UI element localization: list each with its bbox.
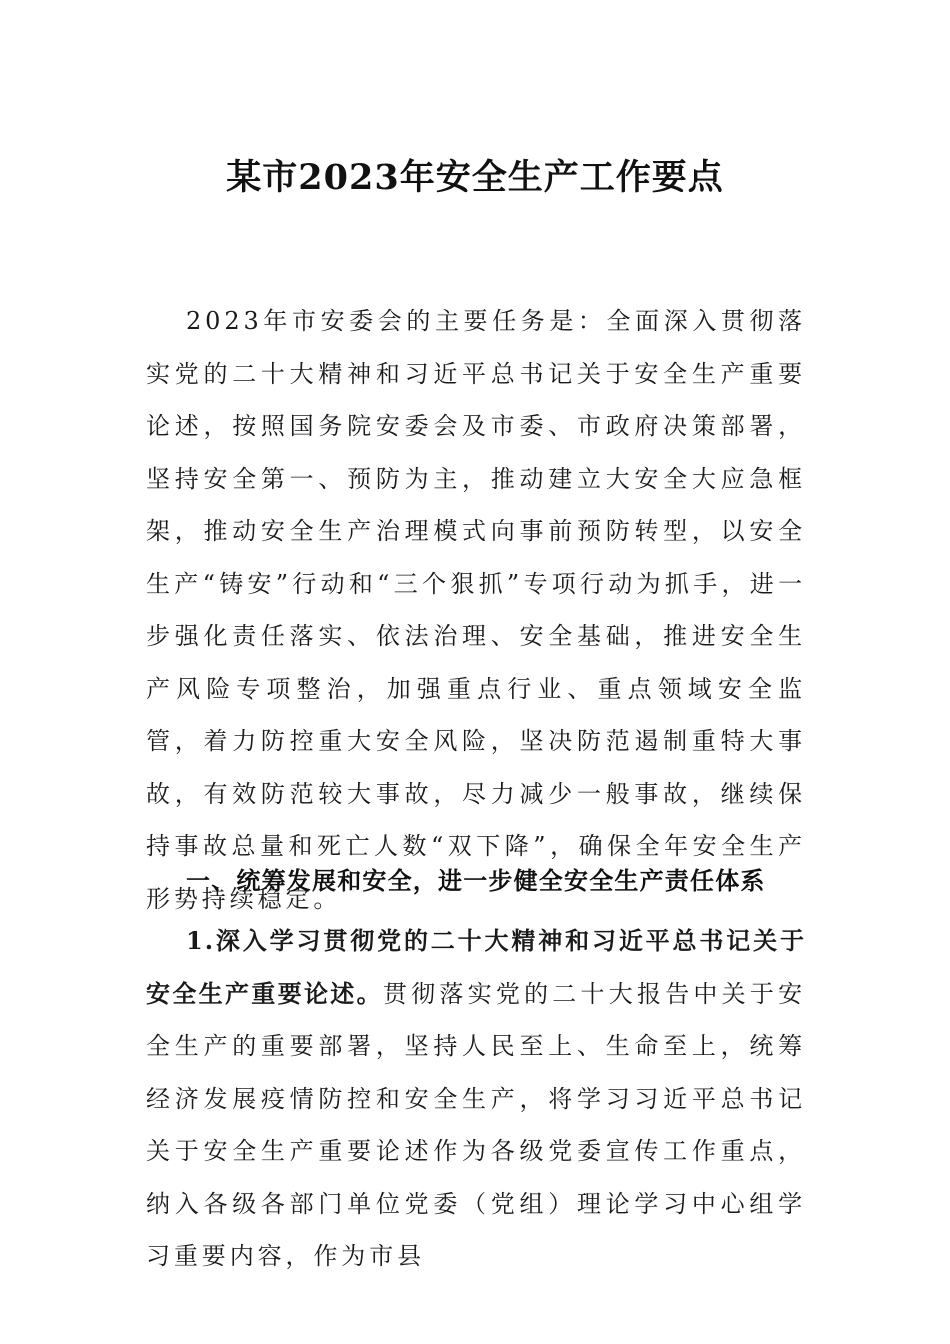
- section-heading-1: 一、统筹发展和安全，进一步健全安全生产责任体系: [186, 867, 766, 895]
- intro-paragraph: 2023年市安委会的主要任务是：全面深入贯彻落实党的二十大精神和习近平总书记关于安全生产重要论述，按照国务院安委会及市委、市政府决策部署，坚持安全第一、预防为主，推动建立大安全大应急框架，推动安全生产治理模式向事前预防转型，以安全生产“铸安”行动和“三个狠抓”专项行动为抓手，进一步强化责任落实、依法治理、安全基础，推进安全生产风险专项整治，加强重点行业、重点领域安全监管，着力防控重大安全风险，坚决防范遏制重特大事故，有效防范较大事故，尽力减少一般事故，继续保持事故总量和死亡人数“双下降”，确保全年安全生产形势持续稳定。: [146, 307, 806, 913]
- document-title: 某市2023年安全生产工作要点: [226, 157, 724, 198]
- section-item-1: [146, 915, 806, 1283]
- section-item-1-lead: 1.深入学习贯彻党的二十大精神和习近平总书记关于安全生产重要论述。: [146, 926, 806, 1008]
- section-item-1-body: 贯彻落实党的二十大报告中关于安全生产的重要部署，坚持人民至上、生命至上，统筹经济发展疫情防控和安全生产，将学习习近平总书记关于安全生产重要论述作为各级党委宣传工作重点，纳入各级各部门单位党委（党组）理论学习中心组学习重要内容，作为市县: [146, 979, 807, 1270]
